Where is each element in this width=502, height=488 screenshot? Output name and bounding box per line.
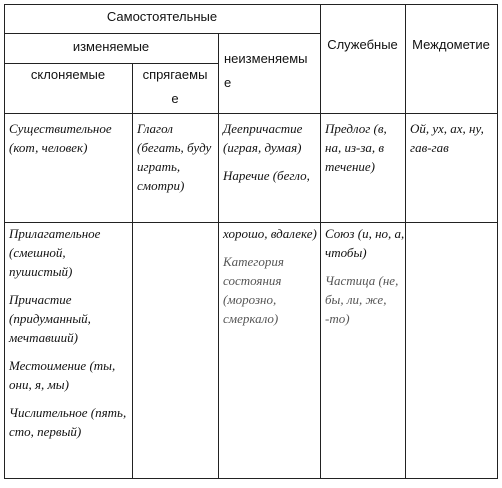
- row1-interjections-cell: [410, 119, 495, 166]
- header-declinable: склоняемые: [30, 67, 106, 82]
- rule-declinable-conjugable: [132, 63, 133, 479]
- row1-service-cell: [325, 119, 405, 185]
- list-item: Глагол (бегать, буду играть, смотри): [137, 121, 212, 193]
- header-independent: Самостоятельные: [106, 9, 218, 24]
- row2-service-cell: [325, 224, 405, 337]
- row1-declinable-cell: [9, 119, 130, 166]
- list-item: Деепричастие (играя, думая): [223, 121, 303, 155]
- table-border-bottom: [4, 478, 497, 479]
- table-border-right: [497, 4, 498, 479]
- list-item: Предлог (в, на, из-за, в течение): [325, 121, 387, 174]
- row2-unchangeable-cell: [223, 224, 318, 337]
- header-changeable: изменяемые: [72, 39, 150, 54]
- row1-unchangeable-cell: [223, 119, 318, 194]
- list-item: Союз (и, но, а, чтобы): [325, 226, 405, 260]
- row1-conjugable-cell: [137, 119, 215, 204]
- rule-between-rows: [4, 222, 497, 223]
- rule-below-header: [4, 113, 497, 114]
- rule-independent-service: [320, 4, 321, 479]
- list-item: Местоимение (ты, они, я, мы): [9, 358, 116, 392]
- header-conjugable: спрягаемые: [142, 67, 208, 106]
- list-item: Существительное (кот, человек): [9, 121, 112, 155]
- list-item: Наречие (бегло,: [223, 168, 310, 183]
- list-item: Ой, ух, ах, ну, гав-гав: [410, 121, 484, 155]
- list-item: хорошо, вдалеке): [223, 226, 317, 241]
- list-item: Прилагательное (смешной, пушистый): [9, 226, 101, 279]
- header-unchangeable: неизменяемые: [224, 51, 308, 90]
- header-interjections: Междометие: [412, 37, 490, 52]
- list-item: Категория состояния (морозно, смеркало): [223, 254, 284, 326]
- list-item: Частица (не, бы, ли, же, -то): [325, 273, 399, 326]
- rule-service-interjections: [405, 4, 406, 479]
- rule-changeable-unchangeable: [218, 33, 219, 479]
- row2-declinable-cell: [9, 224, 130, 450]
- list-item: Числительное (пять, сто, первый): [9, 405, 127, 439]
- list-item: Причастие (придуманный, мечтавший): [9, 292, 91, 345]
- header-service: Служебные: [327, 37, 398, 52]
